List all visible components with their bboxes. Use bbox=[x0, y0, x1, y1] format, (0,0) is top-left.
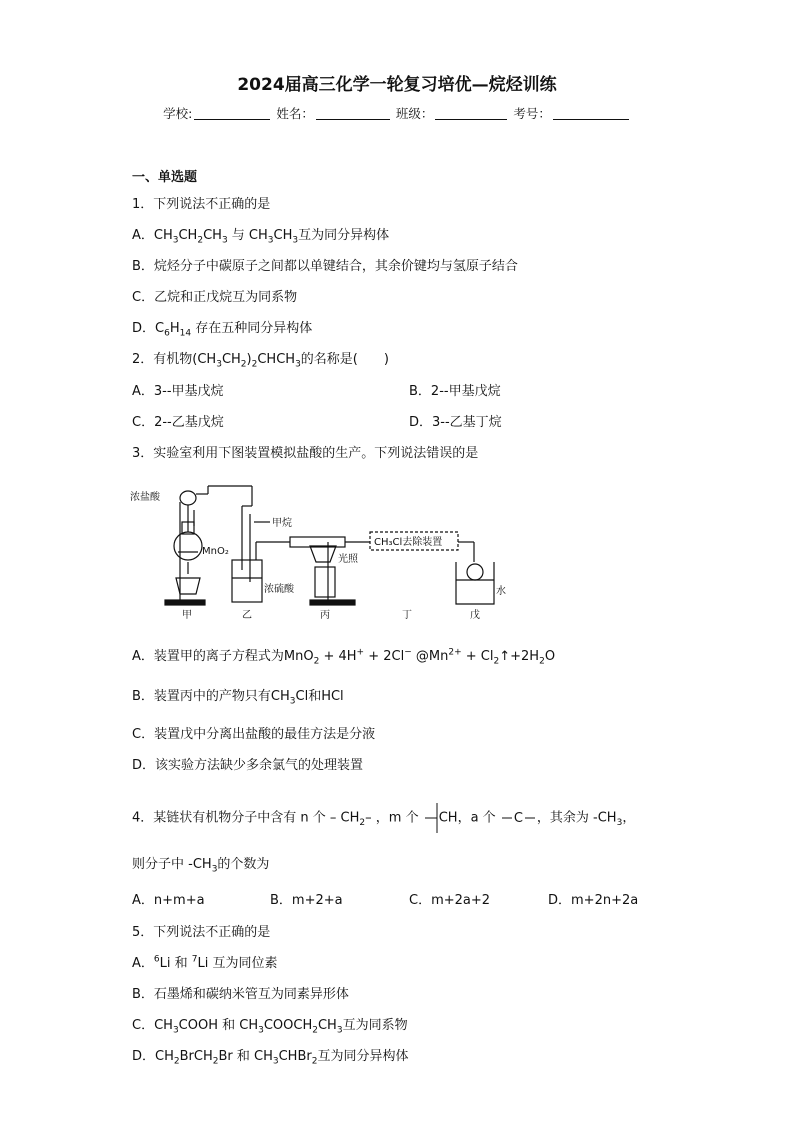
exam-no-label: 考号： bbox=[513, 106, 551, 121]
label-wu: 戊 bbox=[470, 610, 480, 621]
q3-a-text-1: A．装置甲的离子方程式为MnO bbox=[132, 649, 314, 664]
class-blank[interactable] bbox=[435, 107, 507, 120]
exam-no-blank[interactable] bbox=[553, 107, 629, 120]
q1-option-c: C．乙烷和正戊烷互为同系物 bbox=[132, 290, 298, 305]
q4-stem-text-4: C bbox=[513, 810, 523, 826]
q1-a-text-2: CH bbox=[178, 228, 198, 243]
q4-line2-text-2: 的个数为 bbox=[217, 857, 270, 872]
q5-option-b: B．石墨烯和碳纳米管互为同素异形体 bbox=[132, 987, 349, 1002]
q1-a-text-3: CH bbox=[203, 228, 222, 243]
q5-d-text-2: BrCH bbox=[179, 1049, 213, 1064]
q2-option-d: D．3--乙基丁烷 bbox=[409, 415, 502, 430]
q1-d-text-1: D．C bbox=[132, 321, 165, 336]
name-label: 姓名： bbox=[276, 106, 314, 121]
label-ch3cl-removal: CH₃Cl去除装置 bbox=[374, 537, 443, 548]
q1-a-text-6: 互为同分异构体 bbox=[298, 228, 390, 243]
q1-stem: 1．下列说法不正确的是 bbox=[132, 197, 271, 212]
q5-c-text-2: COOH 和 CH bbox=[178, 1018, 259, 1033]
quaternary-carbon-left-icon bbox=[500, 801, 514, 835]
q2-stem-text-2: CH bbox=[221, 352, 241, 367]
label-conc-hcl: 浓盐酸 bbox=[130, 492, 160, 503]
quaternary-carbon-right-icon bbox=[523, 801, 537, 835]
q5-d-text-4: CHBr bbox=[278, 1049, 312, 1064]
apparatus-diagram bbox=[130, 482, 510, 622]
q2-option-c: C．2--乙基戊烷 bbox=[132, 415, 224, 430]
q1-a-text-1: A．CH bbox=[132, 228, 173, 243]
q3-option-b: B．装置丙中的产物只有$CH_3Cl$和HCl bbox=[132, 689, 344, 707]
q5-option-d: D．$CH_2BrCH_2Br$ 和 $CH_3CHBr_2$互为同分异构体 bbox=[132, 1049, 409, 1067]
q4-option-b: B．m+2+a bbox=[270, 893, 343, 908]
document-title: 2024届高三化学一轮复习培优—烷烃训练 bbox=[237, 75, 557, 95]
q2-stem: 2．有机物$(CH_3CH_2)_2CHCH_3$的名称是( ) bbox=[132, 352, 389, 370]
q4-stem-text-3: CH，a 个 bbox=[438, 810, 496, 826]
q1-option-d: D．$C_6H_{14}$ 存在五种同分异构体 bbox=[132, 321, 313, 339]
q4-stem-line2: 则分子中 $-CH_3$的个数为 bbox=[132, 857, 270, 875]
q2-stem-text-1: 2．有机物(CH bbox=[132, 352, 217, 367]
q4-option-c: C．m+2a+2 bbox=[409, 893, 491, 908]
q5-c-text-3: COOCH bbox=[263, 1018, 313, 1033]
q1-a-text-5: CH bbox=[273, 228, 293, 243]
q5-d-text-3: Br 和 CH bbox=[218, 1049, 273, 1064]
q4-option-d: D．m+2n+2a bbox=[548, 893, 639, 908]
q4-stem: 4．某链状有机物分子中含有 n 个 – $CH_2-$ ，m 个 CH，a 个 C ，其余为 $-CH_3$， bbox=[132, 801, 635, 835]
label-jia: 甲 bbox=[182, 610, 192, 621]
q4-line2-text-1: 则分子中 -CH bbox=[132, 857, 212, 872]
q4-stem-text-6: ， bbox=[622, 810, 636, 826]
school-label: 学校: bbox=[163, 106, 193, 121]
q3-b-text-2: CH bbox=[270, 689, 290, 704]
section-heading: 一、单选题 bbox=[132, 170, 198, 185]
school-blank[interactable] bbox=[194, 107, 270, 120]
q4-stem-text-5: ，其余为 -CH bbox=[536, 810, 617, 826]
q3-a-text-7: O bbox=[544, 649, 556, 664]
label-mno2: MnO₂ bbox=[202, 546, 229, 557]
q3-option-a: A．装置甲的离子方程式为MnO$_2$ + 4H+ + 2Cl− $@Mn^{2+}$ + $Cl_2↑+2H_2O$ bbox=[132, 647, 556, 667]
q4-option-a: A．n+m+a bbox=[132, 893, 205, 908]
label-light: 光照 bbox=[338, 554, 358, 565]
q5-option-c: C．$CH_3COOH$ 和 $CH_3COOCH_2CH_3$互为同系物 bbox=[132, 1018, 408, 1036]
q2-stem-text-4: 的名称是( ) bbox=[300, 352, 389, 367]
q5-a-text-3: Li 互为同位素 bbox=[197, 956, 278, 971]
q1-d-text-3: 存在五种同分异构体 bbox=[191, 321, 313, 336]
q2-option-a: A．3--甲基戊烷 bbox=[132, 384, 224, 399]
q3-a-text-3: + 2Cl bbox=[364, 649, 405, 664]
q1-a-text-4: 与 CH bbox=[227, 228, 268, 243]
q5-c-text-1: C．CH bbox=[132, 1018, 173, 1033]
label-yi: 乙 bbox=[242, 610, 252, 621]
q5-stem: 5．下列说法不正确的是 bbox=[132, 925, 271, 940]
q5-option-a: A．$^6$Li 和 $^7$Li 互为同位素 bbox=[132, 954, 278, 971]
label-water: 水 bbox=[496, 586, 506, 597]
q3-b-text-1: B．装置丙中的产物只有 bbox=[132, 689, 271, 704]
q5-c-text-5: 互为同系物 bbox=[342, 1018, 408, 1033]
q5-d-text-1: D．CH bbox=[132, 1049, 174, 1064]
class-label: 班级： bbox=[395, 106, 434, 121]
q3-option-d: D．该实验方法缺少多余氯气的处理装置 bbox=[132, 758, 364, 773]
label-bing: 丙 bbox=[320, 610, 330, 621]
q3-a-text-2: + 4H bbox=[319, 649, 357, 664]
q4-stem-text-2: – ，m 个 bbox=[365, 810, 419, 826]
q1-option-a: A．$CH_3CH_2CH_3$ 与 $CH_3CH_3$互为同分异构体 bbox=[132, 228, 390, 246]
name-blank[interactable] bbox=[316, 107, 390, 120]
q3-a-text-4: @Mn bbox=[411, 649, 449, 664]
q2-option-b: B．2--甲基戊烷 bbox=[409, 384, 501, 399]
student-info-line bbox=[0, 104, 794, 122]
label-ding: 丁 bbox=[402, 610, 412, 621]
q3-a-text-5: + Cl bbox=[461, 649, 494, 664]
quaternary-carbon bbox=[514, 811, 523, 826]
q5-c-text-4: CH bbox=[317, 1018, 337, 1033]
q3-option-c: C．装置戊中分离出盐酸的最佳方法是分液 bbox=[132, 727, 376, 742]
label-conc-h2so4: 浓硫酸 bbox=[264, 584, 294, 595]
methine-bond-icon bbox=[423, 801, 439, 835]
q2-stem-text-3: CHCH bbox=[257, 352, 296, 367]
q5-d-text-5: 互为同分异构体 bbox=[317, 1049, 409, 1064]
q5-a-text-1: A． bbox=[132, 956, 154, 971]
q3-stem: 3．实验室利用下图装置模拟盐酸的生产。下列说法错误的是 bbox=[132, 446, 479, 461]
q3-a-text-6: ↑+2H bbox=[499, 649, 540, 664]
q5-a-text-2: Li 和 bbox=[159, 956, 192, 971]
q1-option-b: B．烷烃分子中碳原子之间都以单键结合，其余价键均与氢原子结合 bbox=[132, 259, 518, 274]
q3-b-text-3: Cl和HCl bbox=[295, 689, 344, 704]
label-methane: 甲烷 bbox=[272, 518, 292, 529]
q4-stem-text-1: 4．某链状有机物分子中含有 n 个 – CH bbox=[132, 810, 360, 826]
q1-d-text-2: H bbox=[169, 321, 180, 336]
